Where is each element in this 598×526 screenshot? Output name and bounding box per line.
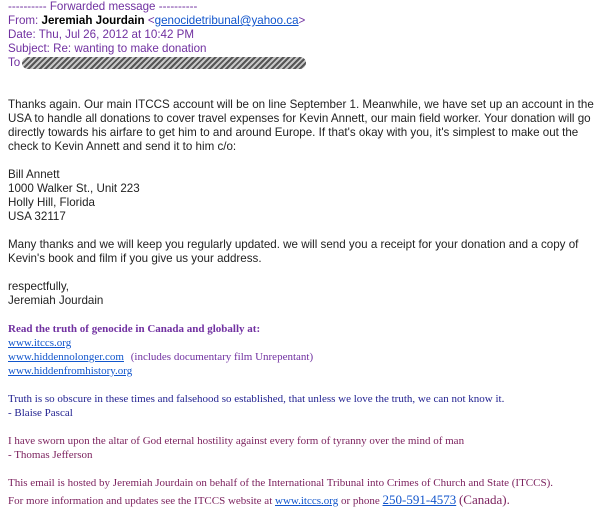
hiddennolonger-link[interactable]: www.hiddennolonger.com [8,351,124,363]
address-line: Bill Annett [8,168,60,181]
subject-line: Subject: Re: wanting to make donation [8,42,207,55]
address-line: Holly Hill, Florida [8,196,95,209]
to-label: To [8,56,21,69]
forward-divider: ---------- Forwarded message ---------- [8,0,198,13]
address-line: 1000 Walker St., Unit 223 [8,182,140,195]
redacted-recipient [22,57,306,69]
address-line: USA 32117 [8,210,66,223]
from-label: From: [8,14,39,27]
quote-author-pascal: - Blaise Pascal [8,407,73,419]
signature-heading: Read the truth of genocide in Canada and globally at: [8,323,261,335]
phone-suffix: (Canada). [458,492,510,507]
mailing-address [8,168,594,224]
date-line: Date: Thu, Jul 26, 2012 at 10:42 PM [8,28,195,41]
signoff: respectfully, [8,280,69,293]
footer-itccs-link[interactable]: www.itccs.org [275,495,339,507]
message-body [8,98,594,308]
sender-name: Jeremiah Jourdain [41,14,145,27]
sender-email-link[interactable]: genocidetribunal@yahoo.ca [154,14,299,27]
footer-info-line [8,493,594,508]
quote-author-jefferson: - Thomas Jefferson [8,449,93,461]
paragraph-2: Many thanks and we will keep you regularly updated. we will send you a receipt for your donation and a copy of Kevin's book and film if you give us your address. [8,238,579,265]
to-line [8,56,594,70]
lt-bracket: < [147,14,155,27]
signer-name: Jeremiah Jourdain [8,294,104,307]
itccs-link[interactable]: www.itccs.org [8,337,72,349]
hiddenfromhistory-link[interactable]: www.hiddenfromhistory.org [8,365,133,377]
footer-prefix: For more information and updates see the ITCCS website at [8,495,273,507]
link-note: (includes documentary film Unrepentant) [130,351,314,363]
quote-jefferson: I have sworn upon the altar of God eternal hostility against every form of tyranny over the mind of man [8,435,465,447]
gt-bracket: > [298,14,306,27]
paragraph-1: Thanks again. Our main ITCCS account will be on line September 1. Meanwhile, we have set up an account in the USA to handle all donations to cover travel expenses for Kevin Annett, our main field worker. Your donation will go directly towards his airfare to get him to and around Europe. If that's okay with you, it's simplest to make out the check to Kevin Annett and send it to him c/o: [8,98,594,153]
phone-link[interactable]: 250-591-4573 [382,492,457,507]
quote-pascal: Truth is so obscure in these times and falsehood so established, that unless we love the truth, we can not know it. [8,393,505,405]
from-line [8,14,594,28]
footer-hosted-line: This email is hosted by Jeremiah Jourdain on behalf of the International Tribunal into Crimes of Church and State (ITCCS). [8,477,554,489]
footer-mid: or phone [341,495,380,507]
email-signature [8,322,594,508]
forwarded-header [8,0,594,70]
